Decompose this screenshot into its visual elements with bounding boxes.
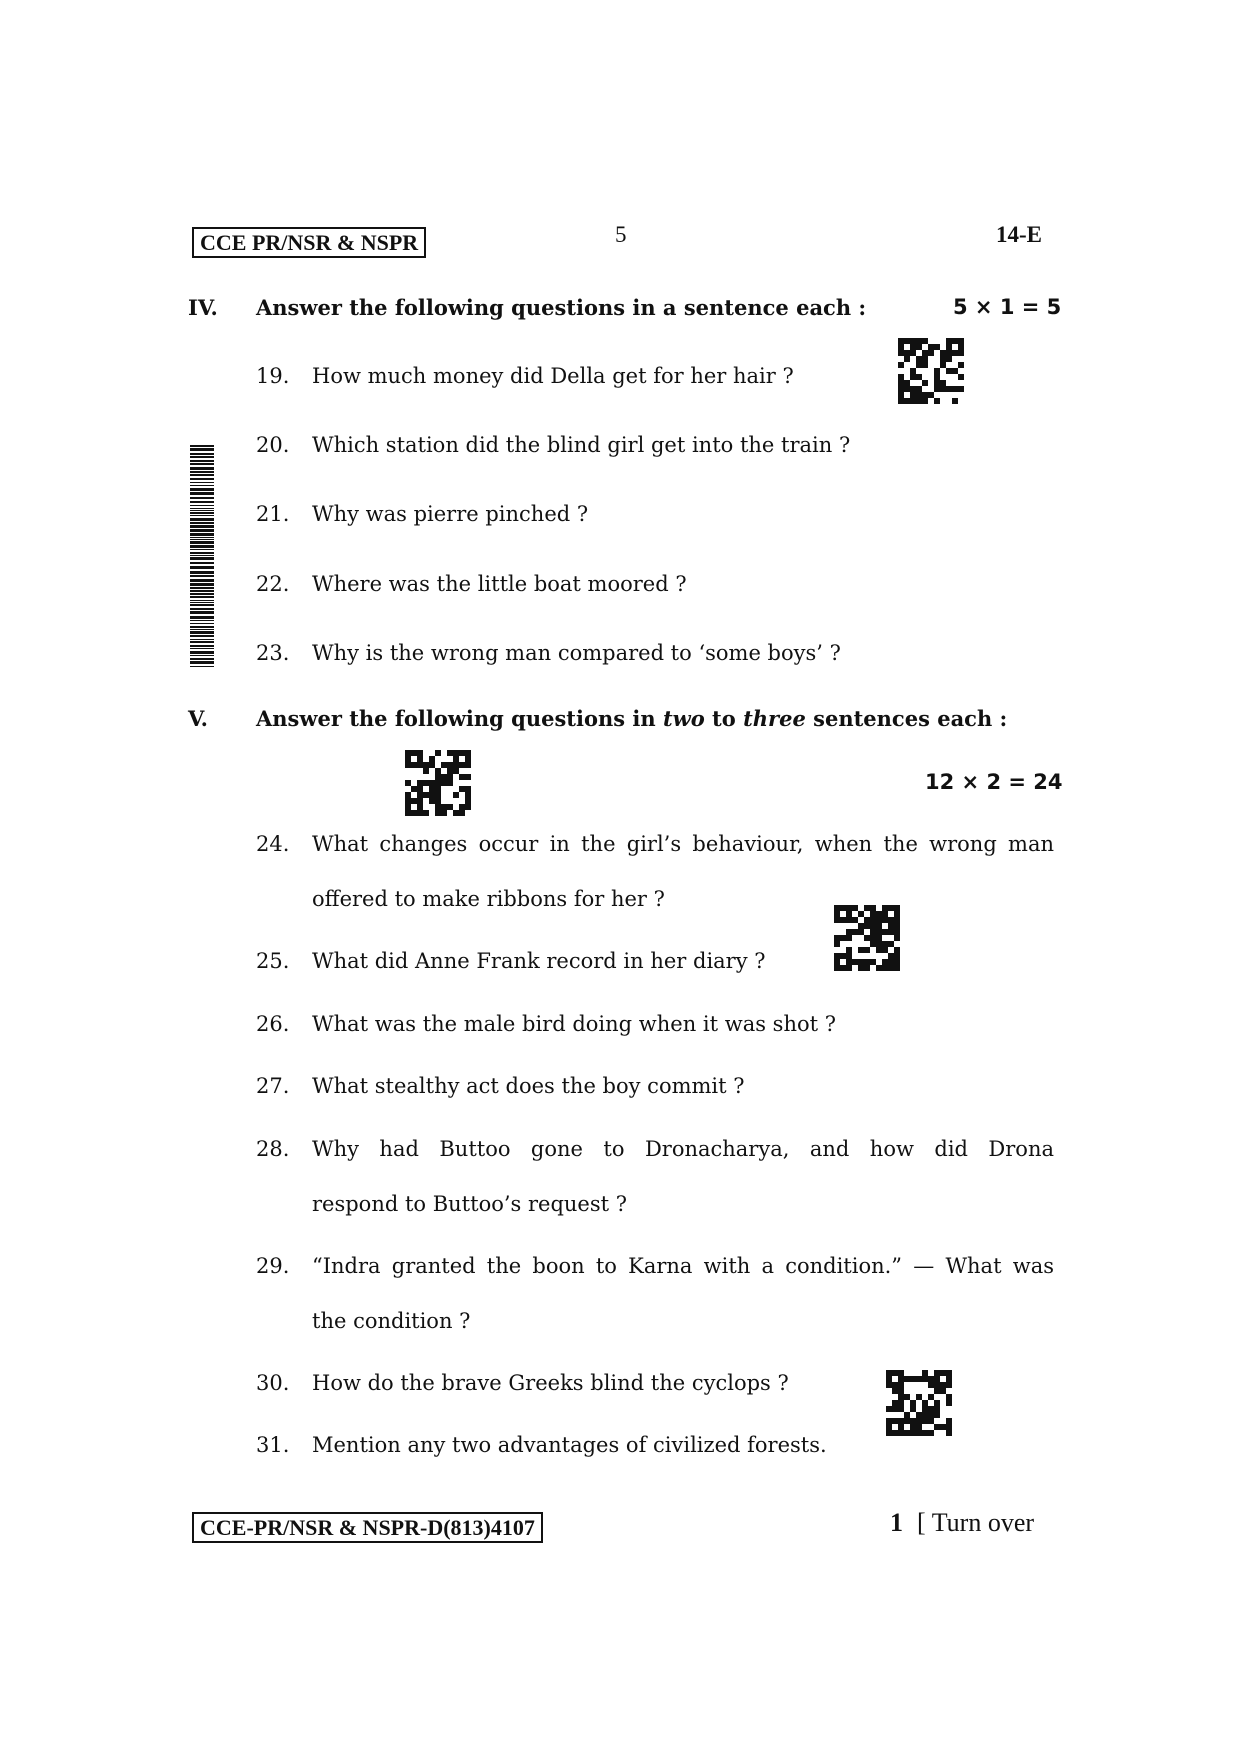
question-text: How do the brave Greeks blind the cyclops ? xyxy=(312,1371,789,1395)
question-number: 21. xyxy=(256,502,290,526)
paper-code: 14-E xyxy=(996,222,1042,247)
section-iv-title: Answer the following questions in a sentence each : xyxy=(256,295,867,320)
question-text: What stealthy act does the boy commit ? xyxy=(312,1074,745,1098)
section-iv-marks: 5 × 1 = 5 xyxy=(953,295,1062,319)
footer-turn-over xyxy=(890,1508,1034,1538)
section-iv-numeral: IV. xyxy=(188,295,218,320)
question-number: 20. xyxy=(256,433,290,457)
question-text: What was the male bird doing when it was shot ? xyxy=(312,1012,836,1036)
question-text-continued: respond to Buttoo’s request ? xyxy=(312,1192,627,1216)
question-number: 19. xyxy=(256,364,290,388)
question-number: 24. xyxy=(256,832,290,856)
question-number: 27. xyxy=(256,1074,290,1098)
section-v-numeral: V. xyxy=(188,706,208,731)
header-code: CCE PR/NSR & NSPR xyxy=(200,230,419,255)
qr-code-icon xyxy=(898,338,964,404)
footer-count: 1 xyxy=(890,1508,903,1537)
barcode-icon xyxy=(190,445,214,667)
question-text: “Indra granted the boon to Karna with a condition.” — What was xyxy=(312,1254,1054,1278)
turn-over-label: [ Turn over xyxy=(917,1508,1035,1537)
question-number: 28. xyxy=(256,1137,290,1161)
question-number: 30. xyxy=(256,1371,290,1395)
question-text: What did Anne Frank record in her diary ? xyxy=(312,949,766,973)
question-text: Why was pierre pinched ? xyxy=(312,502,589,526)
question-number: 23. xyxy=(256,641,290,665)
question-text: What changes occur in the girl’s behaviour, when the wrong man xyxy=(312,832,1054,856)
question-text-continued: the condition ? xyxy=(312,1309,471,1333)
qr-code-icon xyxy=(405,750,471,816)
question-text-continued: offered to make ribbons for her ? xyxy=(312,887,665,911)
qr-code-icon xyxy=(834,905,900,971)
footer-code-box xyxy=(192,1512,543,1543)
section-v-marks: 12 × 2 = 24 xyxy=(925,770,1063,794)
question-number: 26. xyxy=(256,1012,290,1036)
question-text: Why had Buttoo gone to Dronacharya, and how did Drona xyxy=(312,1137,1054,1161)
question-number: 29. xyxy=(256,1254,290,1278)
footer-code: CCE-PR/NSR & NSPR-D(813)4107 xyxy=(200,1515,535,1540)
question-text: How much money did Della get for her hair ? xyxy=(312,364,794,388)
question-number: 31. xyxy=(256,1433,290,1457)
qr-code-icon xyxy=(886,1370,952,1436)
question-text: Where was the little boat moored ? xyxy=(312,572,687,596)
question-text: Which station did the blind girl get into the train ? xyxy=(312,433,851,457)
question-number: 25. xyxy=(256,949,290,973)
page-number: 5 xyxy=(615,222,627,247)
question-text: Mention any two advantages of civilized forests. xyxy=(312,1433,827,1457)
header-code-box xyxy=(192,227,426,258)
section-v-title: Answer the following questions in two to three sentences each : xyxy=(256,706,1008,731)
question-text: Why is the wrong man compared to ‘some boys’ ? xyxy=(312,641,841,665)
question-number: 22. xyxy=(256,572,290,596)
